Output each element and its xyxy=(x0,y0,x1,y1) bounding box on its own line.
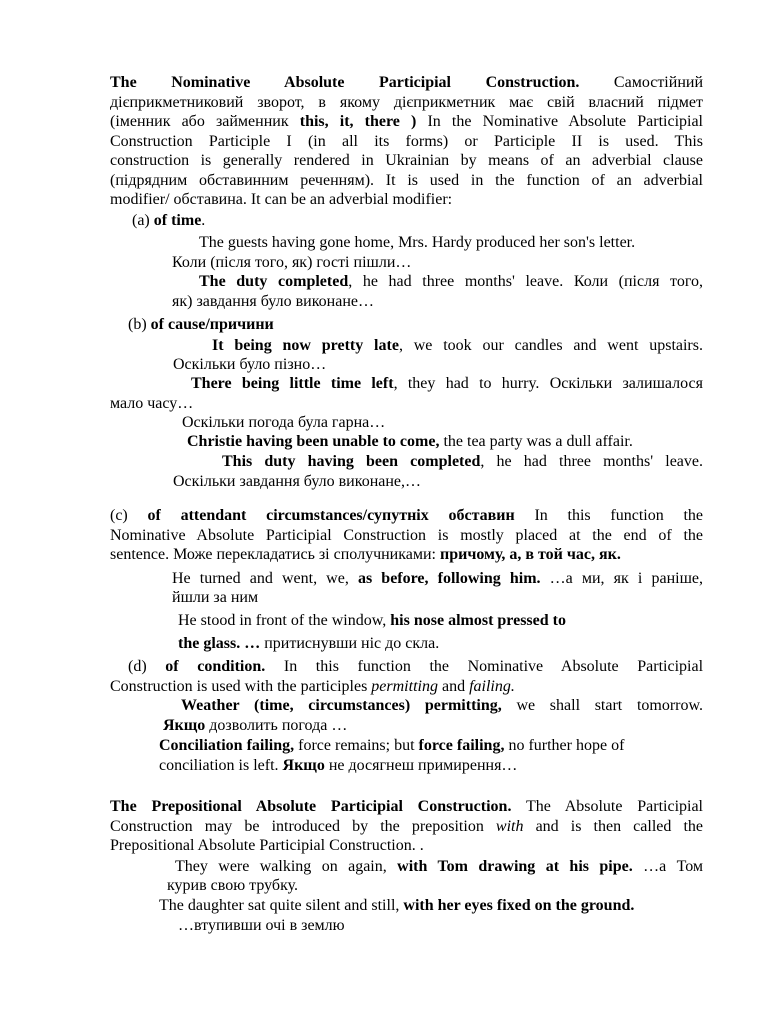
text: як) завдання було виконане… xyxy=(172,293,374,310)
bold-text: Christie having been unable to come, xyxy=(187,433,440,450)
bold-text: Якщо xyxy=(163,717,206,734)
text: Prepositional Absolute Participial Construction. . xyxy=(110,837,424,854)
line xyxy=(172,292,374,312)
bold-text: with her eyes fixed on the ground. xyxy=(403,897,635,914)
text: притиснувши ніс до скла. xyxy=(260,635,440,652)
text: Самостійний xyxy=(579,74,703,91)
bold-text: of cause/причини xyxy=(150,316,274,333)
bold-text: force failing, xyxy=(418,737,505,754)
text: (a) xyxy=(132,212,154,229)
text: He turned and went, we, xyxy=(172,570,358,587)
text: не досягнеш примирення… xyxy=(324,757,518,774)
line xyxy=(128,657,703,677)
bold-text: with Tom drawing at his pipe. xyxy=(397,858,633,875)
line xyxy=(187,432,633,452)
text: , we took our candles and went upstairs. xyxy=(398,337,703,354)
text: Construction may be introduced by the preposition xyxy=(110,818,496,835)
text: , he had three months' leave. Коли (після того, xyxy=(348,273,703,290)
text: (іменник або займенник xyxy=(110,113,300,130)
bold-text: The duty completed xyxy=(199,273,349,290)
line xyxy=(110,132,703,152)
bold-text: the glass. … xyxy=(178,635,261,652)
text: The Absolute Participial xyxy=(511,798,703,815)
bold-text: Якщо xyxy=(282,757,325,774)
line xyxy=(110,506,703,526)
line xyxy=(110,151,703,171)
text: They were walking on again, xyxy=(175,858,398,875)
text: Оскільки погода була гарна… xyxy=(182,414,386,431)
text: . xyxy=(201,212,206,229)
line xyxy=(110,817,703,837)
text: Construction Participle I (in all its forms) or Participle II is used. This xyxy=(110,133,703,150)
line xyxy=(159,896,634,916)
bold-text: this, it, there ) xyxy=(299,113,417,130)
line xyxy=(110,171,703,191)
text: no further hope of xyxy=(504,737,625,754)
bold-text: as before, following him. xyxy=(357,570,541,587)
text: …втупивши очі в землю xyxy=(178,917,345,934)
line xyxy=(199,233,635,253)
line xyxy=(173,472,421,492)
line xyxy=(132,211,205,231)
line xyxy=(110,190,452,210)
text: курив свою трубку. xyxy=(167,877,299,894)
line xyxy=(110,836,424,856)
bold-text: The Prepositional Absolute Participial Construction. xyxy=(110,798,512,815)
text: Nominative Absolute Participial Construction is mostly placed at the end of the xyxy=(110,527,703,544)
line xyxy=(110,93,703,113)
bold-text: It being now pretty late xyxy=(212,337,399,354)
line xyxy=(167,876,298,896)
text: …а ми, як і раніше, xyxy=(540,570,703,587)
text: the tea party was a dull affair. xyxy=(439,433,633,450)
line xyxy=(172,253,411,273)
line xyxy=(110,797,703,817)
italic-text: failing. xyxy=(469,678,515,695)
line xyxy=(110,73,703,93)
text: and is then called the xyxy=(523,818,703,835)
text: дозволить погода … xyxy=(205,717,348,734)
text: In the Nominative Absolute Participial xyxy=(416,113,703,130)
text: force remains; but xyxy=(294,737,419,754)
line xyxy=(110,526,703,546)
text: sentence. Може перекладатись зі сполучниками: xyxy=(110,546,440,563)
line xyxy=(175,857,703,877)
line xyxy=(172,588,258,608)
bold-text: Conciliation failing, xyxy=(159,737,295,754)
bold-text: There being little time left xyxy=(191,375,394,392)
line xyxy=(110,545,621,565)
text: construction is generally rendered in Ukrainian by means of an adverbial clause xyxy=(110,152,703,169)
text: In this function the xyxy=(514,507,703,524)
line xyxy=(128,315,274,335)
bold-text: причому, а, в той час, як. xyxy=(440,546,621,563)
text: conciliation is left. xyxy=(159,757,283,774)
line xyxy=(191,374,703,394)
text: The daughter sat quite silent and still, xyxy=(159,897,404,914)
line xyxy=(181,696,703,716)
text: …а Том xyxy=(632,858,703,875)
bold-text: The Nominative Absolute Participial Construction. xyxy=(110,74,580,91)
text: The guests having gone home, Mrs. Hardy produced her son's letter. xyxy=(199,234,636,251)
line xyxy=(212,336,703,356)
text: In this function the Nominative Absolute Participial xyxy=(265,658,703,675)
text: , they had to hurry. Оскільки залишалося xyxy=(393,375,703,392)
line xyxy=(172,569,703,589)
text: (d) xyxy=(128,658,166,675)
line xyxy=(110,112,703,132)
text: дієприкметниковий зворот, в якому дієприкметник має свій власний підмет xyxy=(110,94,703,111)
line xyxy=(178,916,345,936)
text: Оскільки було пізно… xyxy=(173,356,327,373)
text: Коли (після того, як) гості пішли… xyxy=(172,254,412,271)
bold-text: his nose almost pressed to xyxy=(390,612,566,629)
text: (c) xyxy=(110,507,148,524)
bold-text: of attendant circumstances/супутніх обставин xyxy=(147,507,515,524)
line xyxy=(110,394,193,414)
line xyxy=(178,634,439,654)
bold-text: This duty having been completed xyxy=(222,453,481,470)
text: and xyxy=(437,678,470,695)
line xyxy=(222,452,703,472)
line xyxy=(159,736,624,756)
italic-text: with xyxy=(495,818,524,835)
text: modifier/ обставина. It can be an adverbial modifier: xyxy=(110,191,453,208)
bold-text: Weather (time, circumstances) permitting, xyxy=(181,697,502,714)
text: Construction is used with the participles xyxy=(110,678,372,695)
text: йшли за ним xyxy=(172,589,259,606)
text: мало часу… xyxy=(110,395,194,412)
italic-text: permitting xyxy=(371,678,438,695)
line xyxy=(159,756,517,776)
text: (підрядним обставинним реченням). It is used in the function of an adverbial xyxy=(110,172,703,189)
text: He stood in front of the window, xyxy=(178,612,391,629)
line xyxy=(182,413,385,433)
line xyxy=(110,677,515,697)
text: we shall start tomorrow. xyxy=(501,697,703,714)
line xyxy=(178,611,566,631)
line xyxy=(173,355,326,375)
text: Оскільки завдання було виконане,… xyxy=(173,473,422,490)
line xyxy=(199,272,703,292)
line xyxy=(163,716,347,736)
bold-text: of time xyxy=(153,212,202,229)
text: , he had three months' leave. xyxy=(480,453,703,470)
bold-text: of condition. xyxy=(165,658,266,675)
text: (b) xyxy=(128,316,151,333)
